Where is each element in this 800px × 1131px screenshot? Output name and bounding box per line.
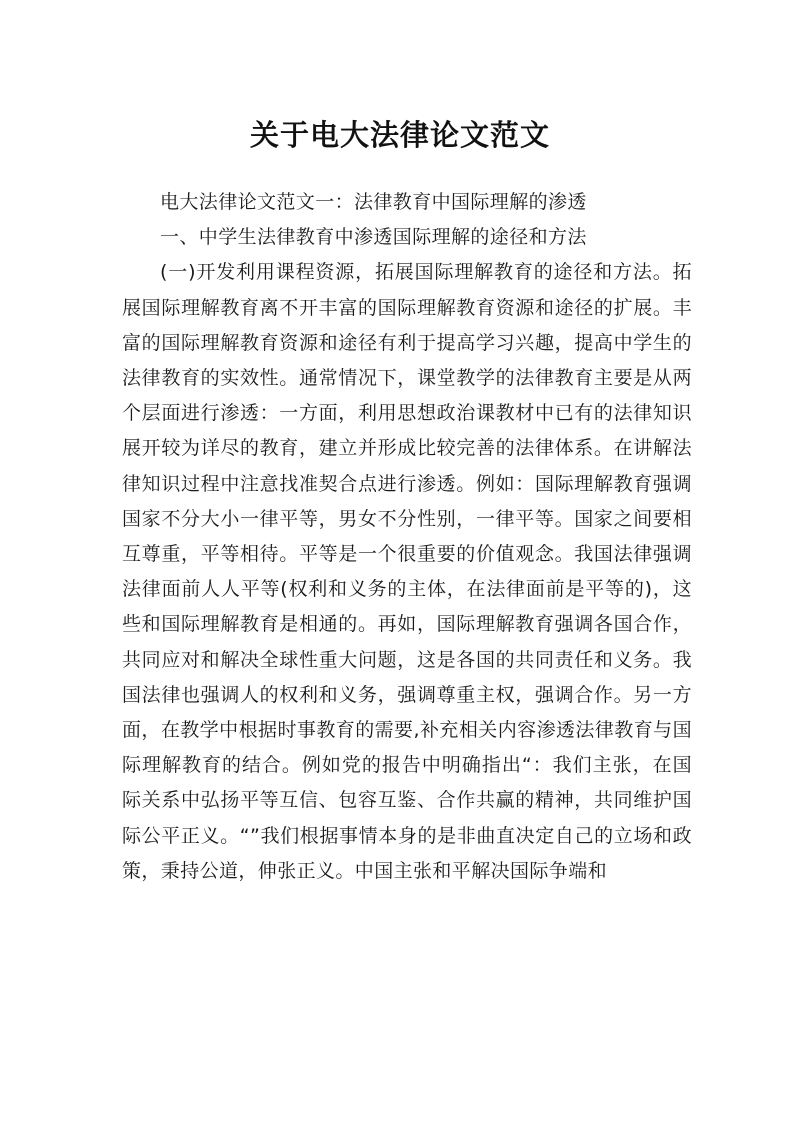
section-heading-article: 电大法律论文范文一：法律教育中国际理解的渗透 — [160, 191, 587, 213]
document-body — [122, 185, 692, 889]
body-paragraph: (一)开发利用课程资源，拓展国际理解教育的途径和方法。拓展国际理解教育离不开丰富的国际理解教育资源和途径的扩展。丰富的国际理解教育资源和途径有利于提高学习兴趣，提高中学生的法律教育的实效性。通常情况下，课堂教学的法律教育主要是从两个层面进行渗透：一方面，利用思想政治课教材中已有的法律知识展开较为详尽的教育，建立并形成比较完善的法律体系。在讲解法律知识过程中注意找准契合点进行渗透。例如：国际理解教育强调国家不分大小一律平等，男女不分性别，一律平等。国家之间要相互尊重，平等相待。平等是一个很重要的价值观念。我国法律强调法律面前人人平等(权利和义务的主体，在法律面前是平等的)，这些和国际理解教育是相通的。再如，国际理解教育强调各国合作，共同应对和解决全球性重大问题，这是各国的共同责任和义务。我国法律也强调人的权利和义务，强调尊重主权，强调合作。另一方面，在教学中根据时事教育的需要,补充相关内容渗透法律教育与国际理解教育的结合。例如党的报告中明确指出“：我们主张，在国际关系中弘扬平等互信、包容互鉴、合作共赢的精神，共同维护国际公平正义。“”我们根据事情本身的是非曲直决定自己的立场和政策，秉持公道，伸张正义。中国主张和平解决国际争端和 — [122, 261, 692, 882]
section-heading-part-one: 一、中学生法律教育中渗透国际理解的途径和方法 — [160, 226, 587, 249]
document-title: 关于电大法律论文范文 — [249, 118, 550, 153]
